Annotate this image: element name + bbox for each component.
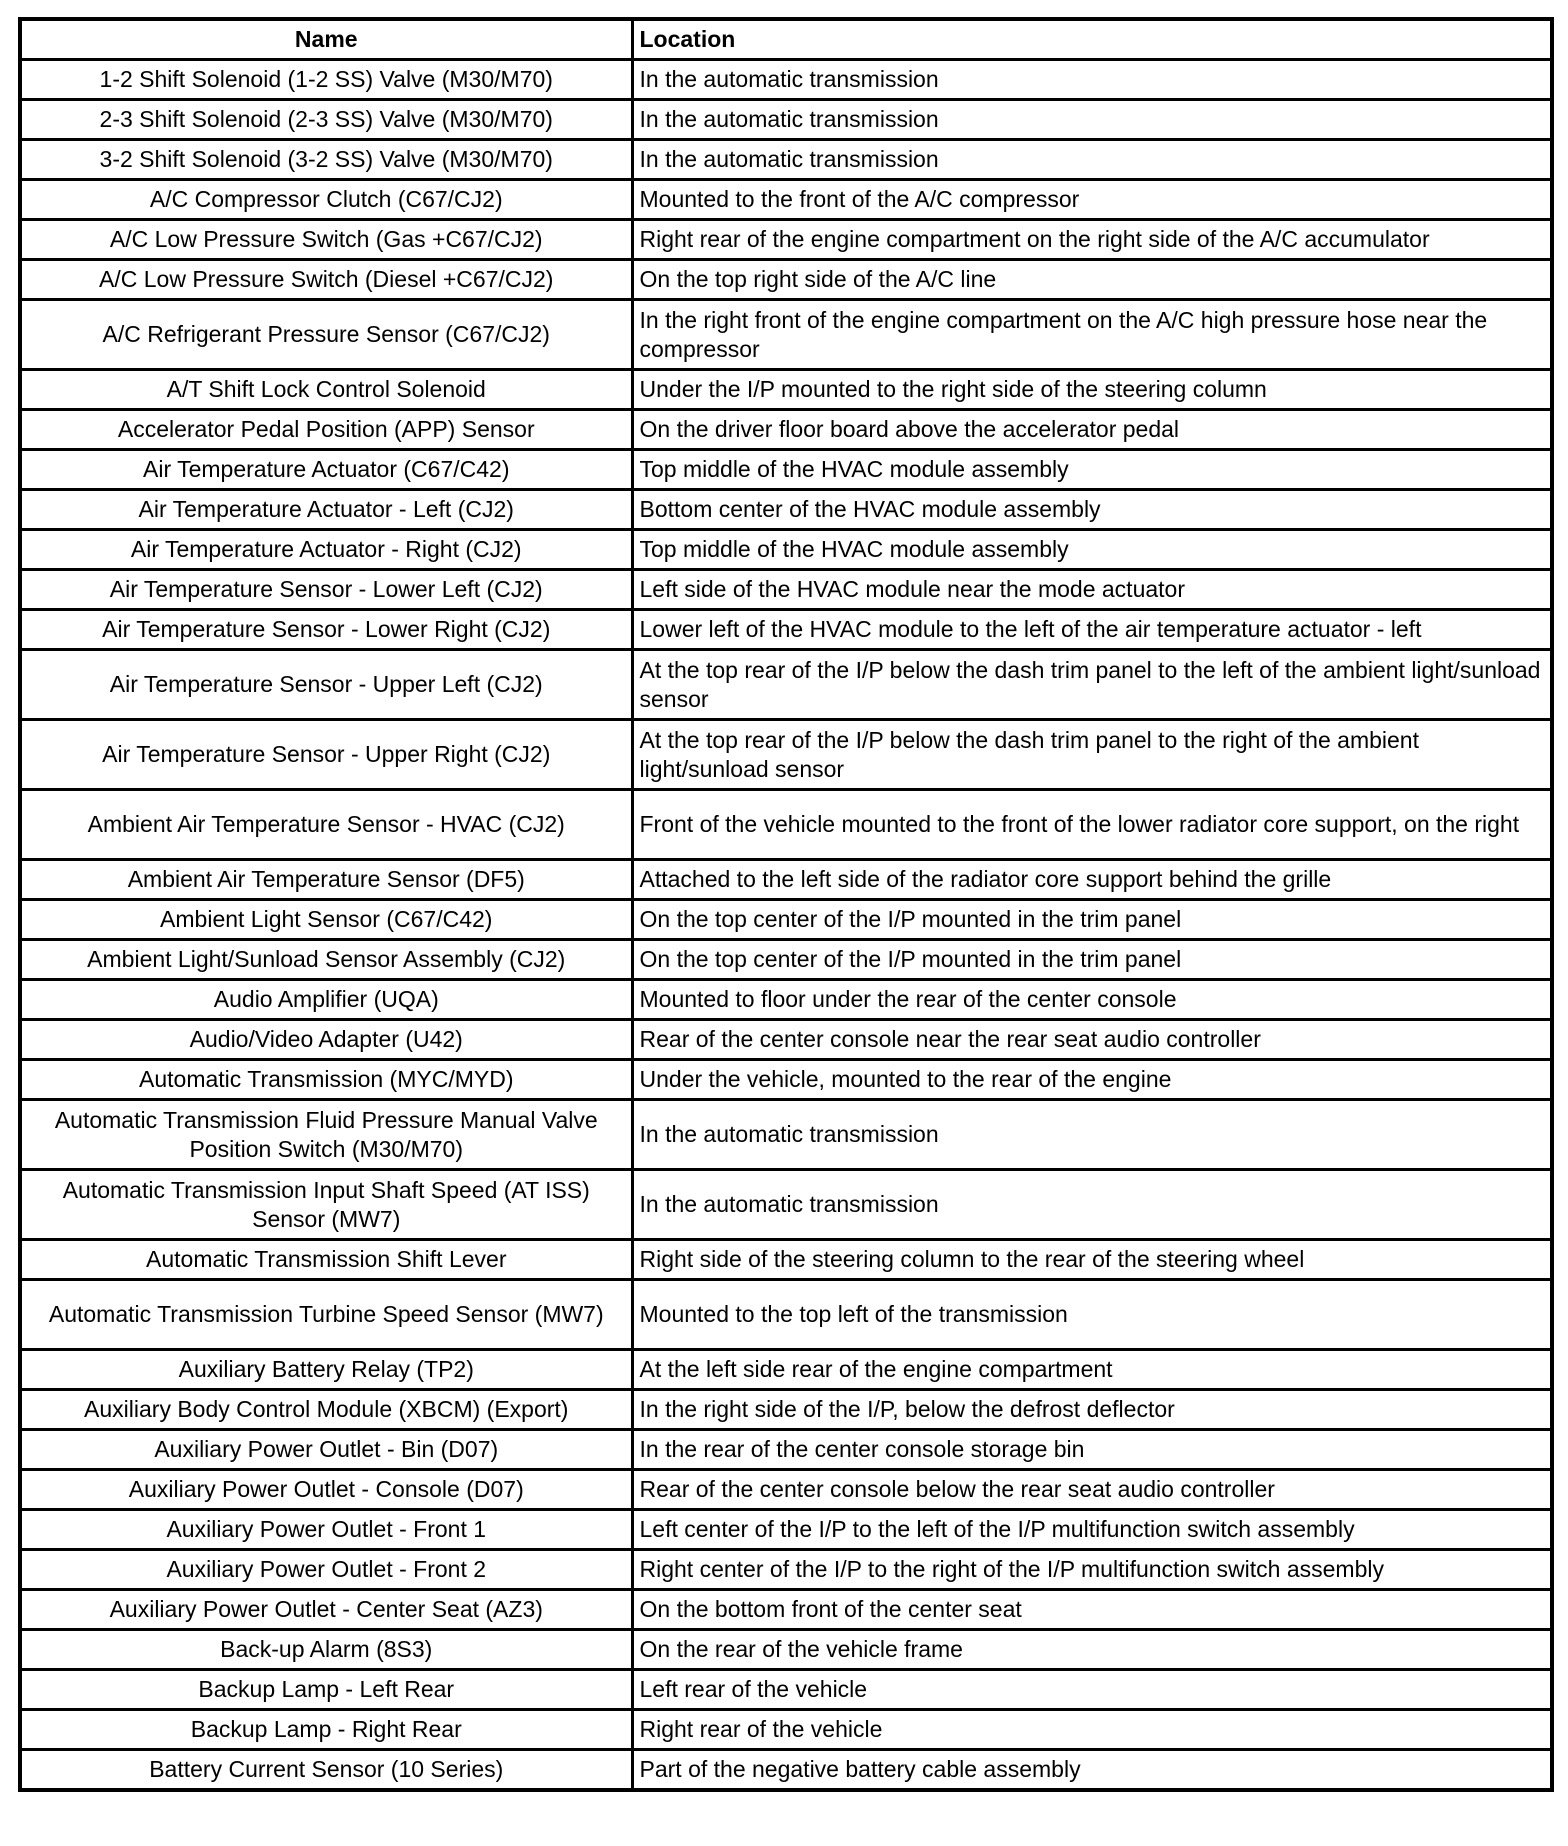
column-header-location: Location <box>632 19 1552 60</box>
table-row <box>20 1100 1552 1170</box>
table-row <box>20 530 1552 570</box>
component-name-cell: Auxiliary Power Outlet - Bin (D07) <box>20 1430 632 1470</box>
component-name-cell: Automatic Transmission Input Shaft Speed (AT ISS) Sensor (MW7) <box>20 1170 632 1240</box>
component-name-cell: Air Temperature Sensor - Lower Right (CJ2) <box>20 610 632 650</box>
component-name-cell: Air Temperature Sensor - Upper Right (CJ2) <box>20 720 632 790</box>
table-row <box>20 1510 1552 1550</box>
table-row <box>20 1240 1552 1280</box>
component-location-cell: Rear of the center console near the rear seat audio controller <box>632 1020 1552 1060</box>
table-row <box>20 370 1552 410</box>
table-row <box>20 180 1552 220</box>
component-location-cell: On the top right side of the A/C line <box>632 260 1552 300</box>
component-name-cell: Audio/Video Adapter (U42) <box>20 1020 632 1060</box>
component-name-cell: Battery Current Sensor (10 Series) <box>20 1750 632 1791</box>
table-row <box>20 260 1552 300</box>
table-row <box>20 1060 1552 1100</box>
component-location-cell: In the automatic transmission <box>632 1100 1552 1170</box>
component-name-cell: 2-3 Shift Solenoid (2-3 SS) Valve (M30/M70) <box>20 100 632 140</box>
component-name-cell: Auxiliary Power Outlet - Front 1 <box>20 1510 632 1550</box>
component-location-cell: Right center of the I/P to the right of the I/P multifunction switch assembly <box>632 1550 1552 1590</box>
component-name-cell: Ambient Light/Sunload Sensor Assembly (CJ2) <box>20 940 632 980</box>
table-row <box>20 790 1552 860</box>
table-row <box>20 980 1552 1020</box>
table-row <box>20 1750 1552 1791</box>
component-name-cell: Auxiliary Power Outlet - Front 2 <box>20 1550 632 1590</box>
component-name-cell: 3-2 Shift Solenoid (3-2 SS) Valve (M30/M70) <box>20 140 632 180</box>
table-row <box>20 1670 1552 1710</box>
table-row <box>20 1470 1552 1510</box>
table-row <box>20 490 1552 530</box>
table-row <box>20 1590 1552 1630</box>
table-row <box>20 1020 1552 1060</box>
table-row <box>20 1350 1552 1390</box>
component-name-cell: Air Temperature Actuator - Right (CJ2) <box>20 530 632 570</box>
component-location-cell: In the automatic transmission <box>632 1170 1552 1240</box>
table-row <box>20 1280 1552 1350</box>
table-body <box>20 60 1552 1791</box>
component-name-cell: Automatic Transmission Turbine Speed Sensor (MW7) <box>20 1280 632 1350</box>
table-row <box>20 140 1552 180</box>
component-location-cell: Right side of the steering column to the rear of the steering wheel <box>632 1240 1552 1280</box>
component-name-cell: Auxiliary Power Outlet - Console (D07) <box>20 1470 632 1510</box>
component-location-cell: On the top center of the I/P mounted in the trim panel <box>632 900 1552 940</box>
component-name-cell: Audio Amplifier (UQA) <box>20 980 632 1020</box>
component-location-cell: In the automatic transmission <box>632 60 1552 100</box>
component-name-cell: A/C Refrigerant Pressure Sensor (C67/CJ2) <box>20 300 632 370</box>
table-row <box>20 1430 1552 1470</box>
component-location-cell: On the rear of the vehicle frame <box>632 1630 1552 1670</box>
table-row <box>20 60 1552 100</box>
component-name-cell: Back-up Alarm (8S3) <box>20 1630 632 1670</box>
component-name-cell: Ambient Air Temperature Sensor - HVAC (CJ2) <box>20 790 632 860</box>
component-name-cell: Automatic Transmission (MYC/MYD) <box>20 1060 632 1100</box>
component-name-cell: Backup Lamp - Right Rear <box>20 1710 632 1750</box>
component-location-cell: On the top center of the I/P mounted in the trim panel <box>632 940 1552 980</box>
component-location-cell: Rear of the center console below the rear seat audio controller <box>632 1470 1552 1510</box>
component-name-cell: 1-2 Shift Solenoid (1-2 SS) Valve (M30/M70) <box>20 60 632 100</box>
component-name-cell: A/C Compressor Clutch (C67/CJ2) <box>20 180 632 220</box>
table-row <box>20 220 1552 260</box>
table-row <box>20 1550 1552 1590</box>
component-name-cell: Automatic Transmission Fluid Pressure Manual Valve Position Switch (M30/M70) <box>20 1100 632 1170</box>
component-location-cell: At the left side rear of the engine compartment <box>632 1350 1552 1390</box>
component-location-cell: Right rear of the engine compartment on the right side of the A/C accumulator <box>632 220 1552 260</box>
table-header-row <box>20 19 1552 60</box>
component-location-cell: Part of the negative battery cable assembly <box>632 1750 1552 1791</box>
component-location-cell: On the bottom front of the center seat <box>632 1590 1552 1630</box>
component-location-cell: Front of the vehicle mounted to the front of the lower radiator core support, on the right <box>632 790 1552 860</box>
table-row <box>20 1390 1552 1430</box>
table-row <box>20 720 1552 790</box>
component-location-cell: Top middle of the HVAC module assembly <box>632 450 1552 490</box>
component-name-cell: A/C Low Pressure Switch (Diesel +C67/CJ2) <box>20 260 632 300</box>
component-name-cell: Air Temperature Actuator (C67/C42) <box>20 450 632 490</box>
component-name-cell: Accelerator Pedal Position (APP) Sensor <box>20 410 632 450</box>
component-name-cell: Backup Lamp - Left Rear <box>20 1670 632 1710</box>
table-row <box>20 940 1552 980</box>
table-row <box>20 1630 1552 1670</box>
component-location-cell: Left rear of the vehicle <box>632 1670 1552 1710</box>
component-location-cell: At the top rear of the I/P below the dash trim panel to the right of the ambient light/sunload sensor <box>632 720 1552 790</box>
table-row <box>20 300 1552 370</box>
component-name-cell: A/C Low Pressure Switch (Gas +C67/CJ2) <box>20 220 632 260</box>
table-row <box>20 650 1552 720</box>
component-name-cell: Auxiliary Power Outlet - Center Seat (AZ3) <box>20 1590 632 1630</box>
component-location-cell: Right rear of the vehicle <box>632 1710 1552 1750</box>
component-name-cell: Auxiliary Body Control Module (XBCM) (Export) <box>20 1390 632 1430</box>
component-location-cell: In the rear of the center console storage bin <box>632 1430 1552 1470</box>
component-location-cell: At the top rear of the I/P below the dash trim panel to the left of the ambient light/sunload sensor <box>632 650 1552 720</box>
table-row <box>20 100 1552 140</box>
table-row <box>20 1710 1552 1750</box>
component-location-cell: In the automatic transmission <box>632 140 1552 180</box>
component-name-cell: Auxiliary Battery Relay (TP2) <box>20 1350 632 1390</box>
component-location-cell: Left center of the I/P to the left of the I/P multifunction switch assembly <box>632 1510 1552 1550</box>
component-location-cell: Lower left of the HVAC module to the left of the air temperature actuator - left <box>632 610 1552 650</box>
component-name-cell: Air Temperature Actuator - Left (CJ2) <box>20 490 632 530</box>
component-location-cell: Left side of the HVAC module near the mode actuator <box>632 570 1552 610</box>
component-name-cell: Ambient Light Sensor (C67/C42) <box>20 900 632 940</box>
component-location-cell: In the right side of the I/P, below the defrost deflector <box>632 1390 1552 1430</box>
table-row <box>20 570 1552 610</box>
table-row <box>20 860 1552 900</box>
table-row <box>20 900 1552 940</box>
column-header-name: Name <box>20 19 632 60</box>
component-location-cell: Under the vehicle, mounted to the rear of the engine <box>632 1060 1552 1100</box>
table-row <box>20 1170 1552 1240</box>
table-row <box>20 450 1552 490</box>
component-location-table <box>18 17 1554 1792</box>
component-name-cell: Air Temperature Sensor - Lower Left (CJ2) <box>20 570 632 610</box>
component-location-cell: Attached to the left side of the radiator core support behind the grille <box>632 860 1552 900</box>
table-row <box>20 410 1552 450</box>
component-name-cell: Ambient Air Temperature Sensor (DF5) <box>20 860 632 900</box>
component-location-cell: Top middle of the HVAC module assembly <box>632 530 1552 570</box>
component-location-cell: On the driver floor board above the accelerator pedal <box>632 410 1552 450</box>
component-location-cell: In the right front of the engine compartment on the A/C high pressure hose near the compressor <box>632 300 1552 370</box>
component-location-cell: Mounted to the front of the A/C compressor <box>632 180 1552 220</box>
component-location-cell: Under the I/P mounted to the right side of the steering column <box>632 370 1552 410</box>
component-name-cell: Air Temperature Sensor - Upper Left (CJ2) <box>20 650 632 720</box>
table-row <box>20 610 1552 650</box>
component-location-cell: Mounted to the top left of the transmission <box>632 1280 1552 1350</box>
component-location-cell: Mounted to floor under the rear of the center console <box>632 980 1552 1020</box>
component-location-cell: Bottom center of the HVAC module assembly <box>632 490 1552 530</box>
component-name-cell: Automatic Transmission Shift Lever <box>20 1240 632 1280</box>
component-location-cell: In the automatic transmission <box>632 100 1552 140</box>
component-name-cell: A/T Shift Lock Control Solenoid <box>20 370 632 410</box>
